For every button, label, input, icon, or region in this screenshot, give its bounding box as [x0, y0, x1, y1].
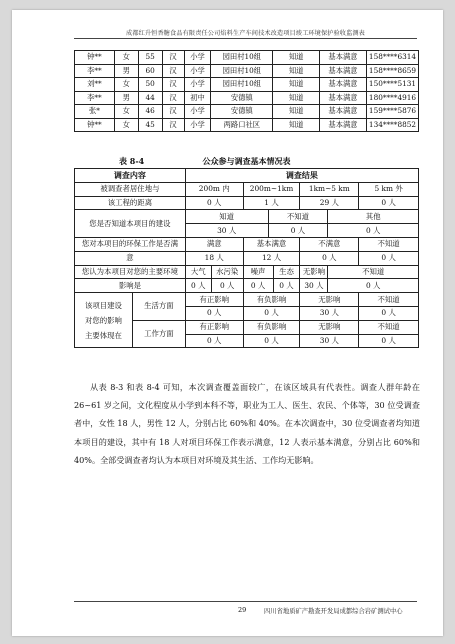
q4-options-row — [75, 265, 419, 279]
table-cell: 158****8659 — [366, 64, 418, 78]
table-cell: 园田村10组 — [211, 51, 273, 65]
table-row — [75, 51, 419, 65]
footer-organization: 四川省地质矿产勘查开发局成都综合岩矿测试中心 — [264, 608, 403, 615]
table-row — [75, 105, 419, 119]
table-cell: 小学 — [184, 51, 211, 65]
q4-counts-row — [75, 279, 419, 293]
q1-count: 0 人 — [359, 196, 419, 210]
q1-option: 200m 内 — [185, 182, 243, 196]
q4-count: 30 人 — [300, 279, 328, 293]
table-cell: 汉 — [162, 105, 184, 119]
q4-label-line1: 您认为本项目对您的主要环境 — [75, 265, 186, 279]
table-cell: 钟** — [75, 118, 115, 132]
q5-work-count: 0 人 — [243, 334, 300, 348]
q4-option: 水污染 — [211, 265, 243, 279]
q3-count: 0 人 — [359, 251, 419, 265]
q3-option: 满意 — [185, 237, 243, 251]
q5-work-count: 0 人 — [185, 334, 243, 348]
table-cell: 男 — [114, 91, 138, 105]
q2-options-row — [75, 210, 419, 224]
header-rule — [74, 38, 417, 39]
q5-life-count: 0 人 — [359, 306, 419, 320]
q5-life-option: 有正影响 — [185, 293, 243, 307]
table-cell: 安德镇 — [211, 91, 273, 105]
table-cell: 小学 — [184, 78, 211, 92]
table-cell: 汉 — [162, 118, 184, 132]
q3-label-line1: 您对本项目的环保工作是否满 — [75, 237, 186, 251]
q5-life-count: 0 人 — [243, 306, 300, 320]
table-cell: 小学 — [184, 118, 211, 132]
table-cell: 女 — [114, 51, 138, 65]
table-cell: 45 — [138, 118, 162, 132]
q2-count: 0 人 — [268, 224, 328, 238]
q4-option: 噪声 — [243, 265, 273, 279]
table-cell: 小学 — [184, 105, 211, 119]
table-row — [75, 78, 419, 92]
q4-count: 0 人 — [243, 279, 273, 293]
q2-count: 30 人 — [185, 224, 268, 238]
table-cell: 50 — [138, 78, 162, 92]
q3-label-line2: 意 — [75, 251, 186, 265]
q2-label: 您是否知道本项目的建设 — [75, 210, 186, 238]
q4-option: 生态 — [273, 265, 300, 279]
q2-option: 不知道 — [268, 210, 328, 224]
page-header: 成都红升恒香糖食品有限责任公司焰料生产车间技术改造项目竣工环境保护验收监测表 — [126, 30, 365, 37]
table-cell: 汉 — [162, 64, 184, 78]
table-cell: 汉 — [162, 51, 184, 65]
table-cell: 55 — [138, 51, 162, 65]
public-participation-table — [74, 168, 419, 348]
table-cell: 134****8852 — [366, 118, 418, 132]
table-cell: 汉 — [162, 91, 184, 105]
table-cell: 女 — [114, 118, 138, 132]
q5-work-option: 无影响 — [300, 320, 359, 334]
table-cell: 园田村10组 — [211, 78, 273, 92]
table-cell: 男 — [114, 64, 138, 78]
q5-label — [75, 293, 133, 348]
table-cell: 女 — [114, 105, 138, 119]
table-cell: 60 — [138, 64, 162, 78]
q5-life-count: 0 人 — [185, 306, 243, 320]
col-result-header: 调查结果 — [185, 169, 418, 183]
table-cell: 基本满意 — [320, 105, 367, 119]
q1-option: 200m~1km — [243, 182, 300, 196]
q5-work-count: 30 人 — [300, 334, 359, 348]
q2-option: 其他 — [328, 210, 419, 224]
table-cell: 两路口社区 — [211, 118, 273, 132]
q1-count: 29 人 — [300, 196, 359, 210]
q5-label-line2: 对您的影响 — [84, 315, 122, 325]
q1-label-line2: 该工程的距离 — [75, 196, 186, 210]
table-cell: 44 — [138, 91, 162, 105]
page-number: 29 — [238, 606, 247, 614]
table-cell: 46 — [138, 105, 162, 119]
q4-option: 不知道 — [328, 265, 419, 279]
table-cell: 钟** — [75, 51, 115, 65]
q2-count: 0 人 — [328, 224, 419, 238]
q5-aspect-life: 生活方面 — [132, 293, 185, 321]
q5-work-option: 有负影响 — [243, 320, 300, 334]
table-cell: 知道 — [273, 51, 320, 65]
q5-work-option: 不知道 — [359, 320, 419, 334]
q5-label-line1: 该项目建设 — [84, 300, 122, 310]
table-cell: 知道 — [273, 105, 320, 119]
table-cell: 基本满意 — [320, 118, 367, 132]
q3-count: 12 人 — [243, 251, 300, 265]
table-cell: 基本满意 — [320, 64, 367, 78]
q4-count: 0 人 — [273, 279, 300, 293]
q5-life-options-row — [75, 293, 419, 307]
header-row — [75, 169, 419, 183]
table-cell: 小学 — [184, 64, 211, 78]
table-cell: 知道 — [273, 64, 320, 78]
q4-count: 0 人 — [185, 279, 211, 293]
q5-life-count: 30 人 — [300, 306, 359, 320]
q1-option: 5 km 外 — [359, 182, 419, 196]
table-cell: 150****5131 — [366, 78, 418, 92]
summary-text: 从表 8-3 和表 8-4 可知，本次调查覆盖面较广，在该区域具有代表性。调查人群年龄在 26~61 岁之间，文化程度从小学到本科不等，职业为工人、医生、农民、个体等，30 位受调查者中，女性 18 人，男性 12 人，分别占比 60%和 40%。在本次调查中，30 位受调查者均知道本项目的建设，其中有 18 人对项目环保工作表示满意，12 人表示基本满意，分别占比 60%和 40%。全部受调查者均认为本项目对环境及其生活、工作均无影响。 — [74, 382, 420, 465]
q3-counts-row — [75, 251, 419, 265]
table-cell: 汉 — [162, 78, 184, 92]
q4-count: 0 人 — [328, 279, 419, 293]
q5-aspect-work: 工作方面 — [132, 320, 185, 348]
table-cell: 李** — [75, 91, 115, 105]
table-cell: 159****5876 — [366, 105, 418, 119]
table-title: 公众参与调查基本情况表 — [202, 156, 291, 166]
table-cell: 基本满意 — [320, 78, 367, 92]
table-cell: 安德镇 — [211, 105, 273, 119]
q3-option: 不知道 — [359, 237, 419, 251]
q5-work-count: 0 人 — [359, 334, 419, 348]
q1-counts-row — [75, 196, 419, 210]
q5-life-option: 无影响 — [300, 293, 359, 307]
table-cell: 知道 — [273, 91, 320, 105]
table-number: 表 8-4 — [119, 156, 145, 166]
document-page — [12, 10, 443, 636]
q5-work-option: 有正影响 — [185, 320, 243, 334]
q1-count: 1 人 — [243, 196, 300, 210]
q1-option: 1km~5 km — [300, 182, 359, 196]
table-cell: 180****4916 — [366, 91, 418, 105]
table-cell: 张* — [75, 105, 115, 119]
footer-rule — [74, 601, 417, 602]
table-cell: 知道 — [273, 78, 320, 92]
q4-option: 大气 — [185, 265, 211, 279]
q5-life-option: 不知道 — [359, 293, 419, 307]
table-cell: 刘** — [75, 78, 115, 92]
q1-options-row — [75, 182, 419, 196]
table-row — [75, 118, 419, 132]
table-cell: 李** — [75, 64, 115, 78]
summary-paragraph — [74, 378, 420, 469]
q5-label-line3: 主要体现在 — [84, 330, 122, 340]
q3-options-row — [75, 237, 419, 251]
q3-count: 0 人 — [300, 251, 359, 265]
q3-option: 基本满意 — [243, 237, 300, 251]
q4-label-line2: 影响是 — [75, 279, 186, 293]
q4-count: 0 人 — [211, 279, 243, 293]
table-cell: 知道 — [273, 118, 320, 132]
q2-option: 知道 — [185, 210, 268, 224]
table-cell: 初中 — [184, 91, 211, 105]
table-row — [75, 91, 419, 105]
table-row — [75, 64, 419, 78]
q5-life-option: 有负影响 — [243, 293, 300, 307]
table-cell: 基本满意 — [320, 51, 367, 65]
respondent-table-continued — [74, 50, 419, 132]
col-content-header: 调查内容 — [75, 169, 186, 183]
q3-count: 18 人 — [185, 251, 243, 265]
q1-count: 0 人 — [185, 196, 243, 210]
q4-option: 无影响 — [300, 265, 328, 279]
table-cell: 女 — [114, 78, 138, 92]
q1-label-line1: 被调查者居住地与 — [75, 182, 186, 196]
q3-option: 不满意 — [300, 237, 359, 251]
table-cell: 园田村10组 — [211, 64, 273, 78]
table-cell: 基本满意 — [320, 91, 367, 105]
table-cell: 158****6314 — [366, 51, 418, 65]
